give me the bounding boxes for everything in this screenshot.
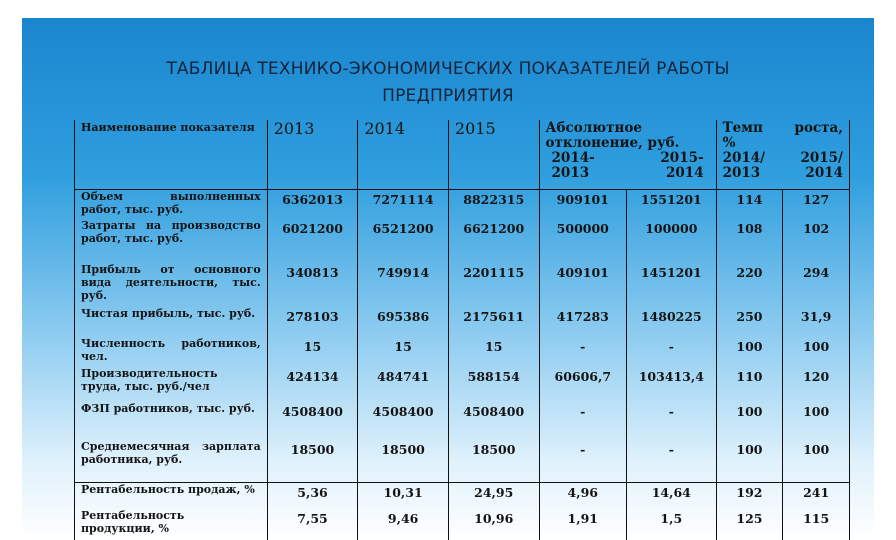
- cell-2014: 749914: [358, 263, 449, 307]
- cell-abs-2014-2013: 4,96: [539, 483, 626, 510]
- header-abs-a: 2014-: [551, 150, 595, 166]
- header-temp-e: 2015/: [800, 150, 843, 166]
- header-temp-a: Темп: [722, 120, 763, 136]
- cell-abs-2014-2013: 500000: [539, 219, 626, 263]
- table-row: [75, 219, 850, 263]
- cell-temp-2014-2013: 192: [716, 483, 783, 510]
- cell-abs-2015-2014: 14,64: [627, 483, 717, 510]
- table-row: [75, 440, 850, 483]
- cell-temp-2014-2013: 100: [716, 337, 783, 367]
- cell-2014: 15: [358, 337, 449, 367]
- table-row: [75, 402, 850, 440]
- cell-abs-2014-2013: 417283: [539, 307, 626, 337]
- header-temp-b: роста,: [794, 120, 843, 136]
- row-label: Рентабельность продаж, %: [75, 483, 268, 510]
- cell-temp-2015-2014: 294: [783, 263, 850, 307]
- row-label: Численность работников, чел.: [75, 337, 268, 367]
- cell-abs-2015-2014: 103413,4: [627, 367, 717, 402]
- cell-2015: 6621200: [448, 219, 539, 263]
- cell-abs-2015-2014: -: [627, 440, 717, 483]
- cell-abs-2015-2014: 1451201: [627, 263, 717, 307]
- cell-temp-2015-2014: 127: [783, 190, 850, 220]
- cell-2013: 4508400: [267, 402, 358, 440]
- table-header-row: [75, 120, 850, 190]
- table-row: [75, 307, 850, 337]
- cell-2014: 7271114: [358, 190, 449, 220]
- cell-temp-2015-2014: 120: [783, 367, 850, 402]
- cell-2013: 7,55: [267, 509, 358, 540]
- cell-2015: 2201115: [448, 263, 539, 307]
- header-temp-g: 2014: [805, 165, 843, 181]
- header-temp-line3: [723, 151, 843, 166]
- cell-temp-2015-2014: 100: [783, 337, 850, 367]
- cell-temp-2015-2014: 100: [783, 402, 850, 440]
- header-2015: 2015: [448, 120, 539, 190]
- header-temp-c: %: [722, 135, 736, 151]
- cell-2014: 484741: [358, 367, 449, 402]
- cell-abs-2015-2014: 1,5: [627, 509, 717, 540]
- cell-2015: 4508400: [448, 402, 539, 440]
- slide: [22, 18, 874, 540]
- cell-2015: 10,96: [448, 509, 539, 540]
- cell-abs-2015-2014: 1480225: [627, 307, 717, 337]
- cell-2015: 588154: [448, 367, 539, 402]
- table-row: [75, 509, 850, 540]
- cell-temp-2014-2013: 100: [716, 440, 783, 483]
- indicators-table: [74, 120, 850, 540]
- cell-2013: 424134: [267, 367, 358, 402]
- cell-temp-2014-2013: 110: [716, 367, 783, 402]
- header-temp-f: 2013: [722, 165, 761, 181]
- cell-2014: 18500: [358, 440, 449, 483]
- table-row: [75, 190, 850, 220]
- cell-2013: 18500: [267, 440, 358, 483]
- cell-temp-2014-2013: 108: [716, 219, 783, 263]
- cell-2015: 2175611: [448, 307, 539, 337]
- cell-2014: 10,31: [358, 483, 449, 510]
- header-abs-title: Абсолютное отклонение, руб.: [545, 120, 680, 151]
- cell-2013: 6021200: [267, 219, 358, 263]
- header-abs-years-a: [546, 151, 710, 166]
- header-temp-d: 2014/: [722, 150, 766, 166]
- row-label: Прибыль от основного вида деятельности, тыс. руб.: [75, 263, 268, 307]
- cell-temp-2014-2013: 125: [716, 509, 783, 540]
- table-row: [75, 337, 850, 367]
- cell-2015: 18500: [448, 440, 539, 483]
- cell-2014: 9,46: [358, 509, 449, 540]
- cell-abs-2015-2014: 100000: [627, 219, 717, 263]
- cell-abs-2014-2013: -: [539, 440, 626, 483]
- header-abs-b: 2015-: [660, 150, 704, 166]
- cell-temp-2014-2013: 100: [716, 402, 783, 440]
- header-abs: [539, 120, 716, 190]
- title-line-1: ТАБЛИЦА ТЕХНИКО-ЭКОНОМИЧЕСКИХ ПОКАЗАТЕЛЕЙ РАБОТЫ: [166, 59, 730, 79]
- cell-temp-2015-2014: 241: [783, 483, 850, 510]
- header-abs-d: 2014: [666, 165, 704, 181]
- cell-2014: 695386: [358, 307, 449, 337]
- cell-2014: 6521200: [358, 219, 449, 263]
- cell-abs-2014-2013: 60606,7: [539, 367, 626, 402]
- cell-temp-2015-2014: 115: [783, 509, 850, 540]
- cell-2015: 15: [448, 337, 539, 367]
- cell-abs-2015-2014: 1551201: [627, 190, 717, 220]
- cell-temp-2015-2014: 102: [783, 219, 850, 263]
- row-label: Объем выполненных работ, тыс. руб.: [75, 190, 268, 220]
- cell-2015: 8822315: [448, 190, 539, 220]
- cell-abs-2015-2014: -: [627, 337, 717, 367]
- row-label: Среднемесячная зарплата работника, руб.: [75, 440, 268, 483]
- cell-temp-2015-2014: 100: [783, 440, 850, 483]
- cell-temp-2015-2014: 31,9: [783, 307, 850, 337]
- cell-temp-2014-2013: 250: [716, 307, 783, 337]
- cell-2013: 5,36: [267, 483, 358, 510]
- row-label: Рентабельность продукции, %: [75, 509, 268, 540]
- table-row: [75, 483, 850, 510]
- cell-abs-2014-2013: 1,91: [539, 509, 626, 540]
- header-name: Наименование показателя: [75, 120, 268, 190]
- header-2014: 2014: [358, 120, 449, 190]
- cell-2013: 340813: [267, 263, 358, 307]
- cell-abs-2014-2013: -: [539, 337, 626, 367]
- header-temp: [716, 120, 849, 190]
- cell-2014: 4508400: [358, 402, 449, 440]
- header-abs-years-b: [546, 166, 710, 181]
- title-line-2: ПРЕДПРИЯТИЯ: [382, 86, 514, 106]
- cell-2013: 6362013: [267, 190, 358, 220]
- cell-abs-2014-2013: 909101: [539, 190, 626, 220]
- cell-abs-2014-2013: 409101: [539, 263, 626, 307]
- cell-2013: 15: [267, 337, 358, 367]
- header-2013: 2013: [267, 120, 358, 190]
- cell-abs-2014-2013: -: [539, 402, 626, 440]
- header-abs-c: 2013: [551, 165, 590, 181]
- cell-temp-2014-2013: 114: [716, 190, 783, 220]
- cell-2013: 278103: [267, 307, 358, 337]
- header-temp-line1: [723, 121, 843, 136]
- cell-2015: 24,95: [448, 483, 539, 510]
- table-row: [75, 367, 850, 402]
- row-label: Чистая прибыль, тыс. руб.: [75, 307, 268, 337]
- row-label: ФЗП работников, тыс. руб.: [75, 402, 268, 440]
- table-row: [75, 263, 850, 307]
- slide-title: [22, 56, 874, 110]
- cell-temp-2014-2013: 220: [716, 263, 783, 307]
- cell-abs-2015-2014: -: [627, 402, 717, 440]
- row-label: Затраты на производство работ, тыс. руб.: [75, 219, 268, 263]
- row-label: Производительность труда, тыс. руб./чел: [75, 367, 268, 402]
- header-temp-line4: [723, 166, 843, 181]
